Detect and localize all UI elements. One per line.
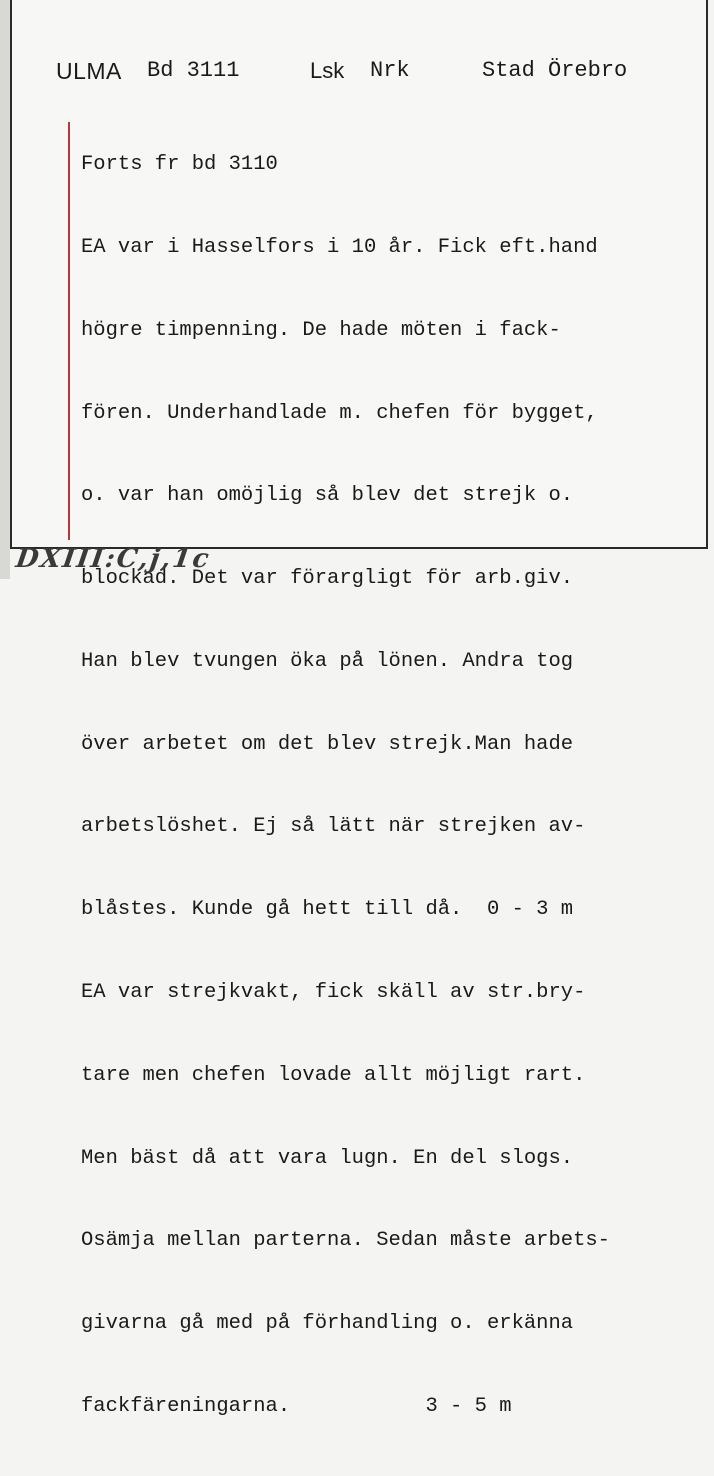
text-line: tare men chefen lovade allt möjligt rart. (81, 1063, 586, 1087)
text-line: blockad. Det var förargligt för arb.giv. (81, 567, 574, 591)
volume-number: Bd 3111 (147, 58, 240, 83)
text-line: Men bäst då att vara lugn. En del slogs. (81, 1146, 574, 1170)
text-line: över arbetet om det blev strejk.Man hade (81, 732, 574, 756)
text-line: Osämja mellan parterna. Sedan måste arbets- (81, 1229, 610, 1253)
text-line: o. var han omöjlig så blev det strejk o. (81, 484, 574, 508)
red-margin-line (68, 122, 70, 540)
text-line: givarna gå med på förhandling o. erkänna (81, 1312, 574, 1336)
archive-code: ULMA (56, 58, 122, 84)
text-line: Forts fr bd 3110 (81, 153, 278, 177)
text-line: blåstes. Kunde gå hett till då. 0 - 3 m (81, 898, 574, 922)
text-line: fören. Underhandlade m. chefen för bygget, (81, 401, 598, 425)
scan-edge-strip (0, 0, 10, 579)
text-line: Han blev tvungen öka på lönen. Andra tog (81, 649, 574, 673)
parish-code: Nrk (370, 58, 410, 83)
region-code: Lsk (310, 58, 345, 83)
text-line: EA var strejkvakt, fick skäll av str.bry- (81, 981, 586, 1004)
city-name: Stad Örebro (482, 58, 628, 83)
text-line: fackfäreningarna. 3 - 5 m (81, 1394, 512, 1418)
card-text (81, 96, 610, 1476)
text-line: högre timpenning. De hade möten i fack- (81, 318, 561, 342)
handwritten-catalog-mark: DXIII:C,j,1c (13, 544, 213, 574)
text-line: arbetslöshet. Ej så lätt när strejken av- (81, 815, 586, 839)
text-line: EA var i Hasselfors i 10 år. Fick eft.hand (81, 235, 598, 259)
